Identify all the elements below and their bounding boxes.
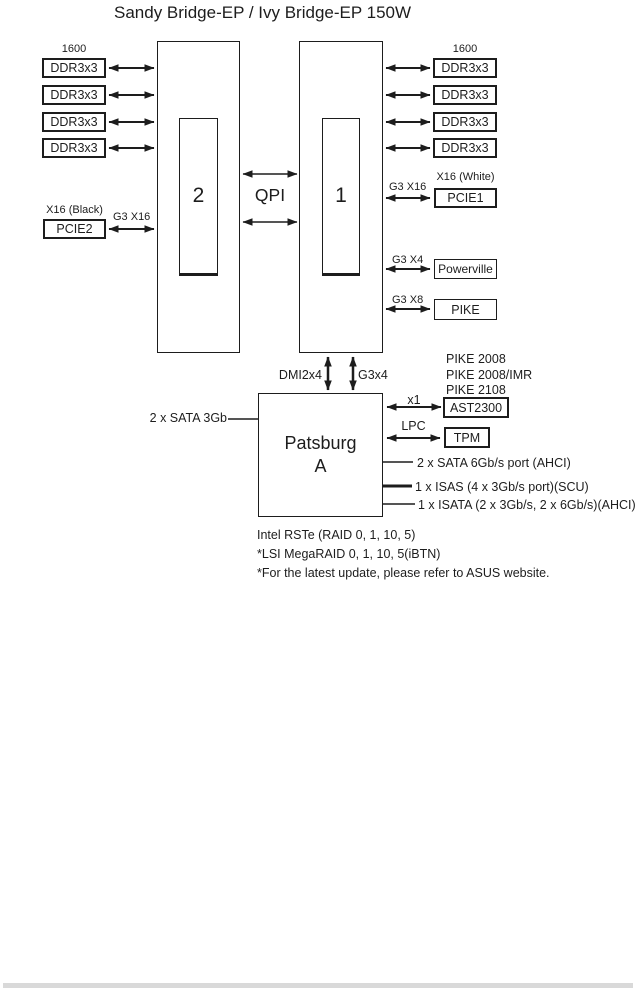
dimm-right-link-arrows: [386, 68, 430, 148]
pike-model-2: PIKE 2008/IMR: [446, 367, 533, 382]
pcie2-link-label: G3 X16: [113, 211, 151, 223]
pcie2-slot-label: X16 (Black): [46, 204, 103, 216]
pike-label: PIKE: [451, 302, 480, 317]
powerville-box: [434, 259, 497, 279]
cpu1-die-box: [322, 118, 360, 276]
chipset-name-line1: Patsburg: [284, 433, 357, 453]
tpm-box: [444, 427, 490, 448]
port-label-isas: 1 x ISAS (4 x 3Gb/s port)(SCU): [415, 480, 589, 494]
dimm-left-link-arrows: [109, 68, 154, 148]
port-label-isata: 1 x ISATA (2 x 3Gb/s, 2 x 6Gb/s)(AHCI): [418, 498, 636, 512]
memory-right-speed-label: 1600: [452, 43, 478, 55]
pcie2-box: [43, 219, 106, 239]
dimm-left-1: [42, 58, 106, 78]
dimm-right-4: [433, 138, 497, 158]
dimm-right-3: [433, 112, 497, 132]
dimm-label: DDR3x3: [441, 115, 489, 129]
footnote-1: Intel RSTe (RAID 0, 1, 10, 5): [257, 528, 416, 542]
cpu2-die-box: [179, 118, 218, 276]
diagram-title: Sandy Bridge-EP / Ivy Bridge-EP 150W: [114, 3, 412, 22]
pike-box: [434, 299, 497, 320]
ast2300-label: AST2300: [449, 400, 503, 415]
cpu2-label: 2: [192, 184, 205, 207]
dimm-label: DDR3x3: [50, 115, 98, 129]
chipset-name-line2: A: [314, 456, 327, 476]
pcie1-slot-label: X16 (White): [436, 171, 495, 183]
dimm-right-1: [433, 58, 497, 78]
ast2300-box: [443, 397, 509, 418]
tpm-label: TPM: [453, 430, 481, 445]
sata-left-label: 2 x SATA 3Gb: [149, 411, 227, 425]
dimm-left-3: [42, 112, 106, 132]
dimm-label: DDR3x3: [441, 88, 489, 102]
dimm-right-2: [433, 85, 497, 105]
pike-models-list: [446, 352, 532, 399]
dimm-label: DDR3x3: [50, 61, 98, 75]
ast2300-link-label: x1: [407, 393, 421, 407]
memory-left-speed-label: 1600: [61, 43, 87, 55]
pcie2-label: PCIE2: [56, 222, 93, 236]
page-footer-bar: [3, 983, 633, 988]
qpi-label: QPI: [254, 185, 286, 205]
dimm-label: DDR3x3: [50, 88, 98, 102]
dimm-label: DDR3x3: [50, 141, 98, 155]
pcie1-link-label: G3 X16: [389, 181, 427, 193]
port-label-sata6: 2 x SATA 6Gb/s port (AHCI): [417, 456, 571, 470]
footnotes-block: [257, 526, 550, 583]
tpm-link-label: LPC: [401, 419, 426, 433]
pike-model-1: PIKE 2008: [446, 352, 506, 366]
g3x4-link-label: G3x4: [358, 368, 388, 382]
pike-link-label: G3 X8: [392, 294, 424, 306]
dimm-label: DDR3x3: [441, 61, 489, 75]
pcie1-label: PCIE1: [447, 191, 484, 205]
pcie1-box: [434, 188, 497, 208]
cpu1-label: 1: [335, 184, 347, 207]
dimm-left-2: [42, 85, 106, 105]
dmi-link-label: DMI2x4: [278, 368, 322, 382]
dimm-label: DDR3x3: [441, 141, 489, 155]
dimm-left-4: [42, 138, 106, 158]
chipset-box: [258, 393, 383, 517]
footnote-2: *LSI MegaRAID 0, 1, 10, 5(iBTN): [257, 547, 441, 561]
footnote-3: *For the latest update, please refer to ASUS website.: [257, 566, 550, 580]
pike-model-3: PIKE 2108: [446, 383, 506, 398]
powerville-label: Powerville: [438, 262, 493, 276]
powerville-link-label: G3 X4: [392, 254, 424, 266]
